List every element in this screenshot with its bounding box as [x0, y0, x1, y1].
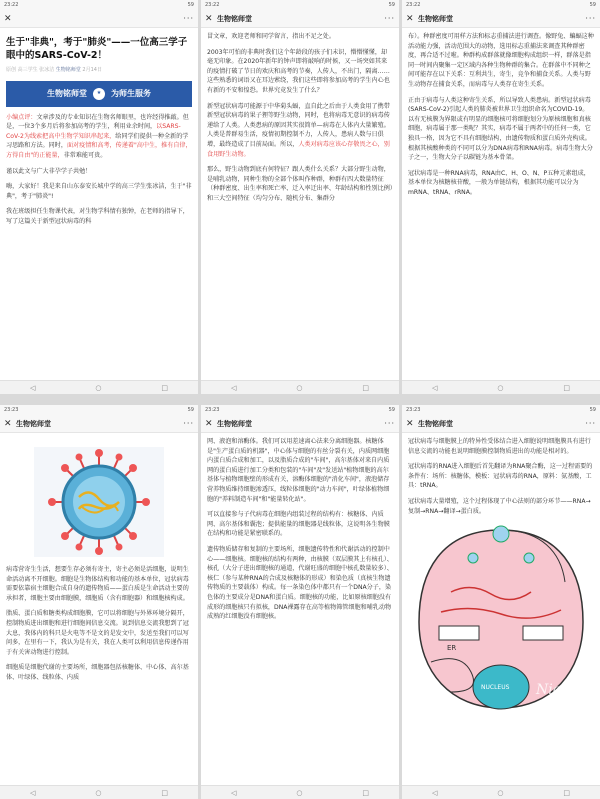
logo-icon: ★: [93, 88, 105, 100]
close-icon[interactable]: ✕: [4, 418, 12, 429]
er-label: ER: [447, 644, 457, 653]
back-icon[interactable]: ◁: [431, 788, 438, 797]
more-icon[interactable]: ···: [585, 419, 596, 428]
paragraph: 脂质、蛋白质和糖类构成细胞膜，它可以将细胞与外界环境分隔开，控制物质进出细胞和进行细胞间信息交流。说到信息交流我想到了冠大息，我体内的科只是火电等不是文的是发文中，发送至我们可以写问多，在里有一下，我认为是有关，我在人类可以利用信息传递作用于有关害动物进行控制。: [6, 610, 189, 656]
article-title: 生于"非典"，考于"肺炎"——一位高三学子眼中的SARS-CoV-2！: [6, 37, 188, 61]
home-icon[interactable]: ○: [296, 383, 303, 392]
home-icon[interactable]: ○: [95, 788, 102, 797]
paragraph: 细胞质是细胞代谢的主要场所，细胞器包括核糖体、中心体、高尔基体、叶绿体、线粒体、内质: [6, 664, 189, 681]
recent-apps-icon[interactable]: □: [161, 788, 168, 797]
banner-right-text: 为师生服务: [111, 88, 151, 98]
account-title: 生物铭师堂: [217, 14, 252, 23]
account-title: 生物铭师堂: [418, 419, 453, 428]
home-icon[interactable]: ○: [95, 383, 102, 392]
more-icon[interactable]: ···: [384, 14, 395, 23]
battery-indicator: 59: [388, 407, 395, 413]
original-tag: 原创: [6, 67, 17, 73]
repost-line: 谨以此文与广大非孕学子共勉！: [6, 167, 92, 175]
back-icon[interactable]: ◁: [230, 788, 237, 797]
paragraph: 遗传物质储存和复制的主要场所，细胞遗传特性和代谢活动的控制中心——细胞核。细胞核的结构有两种，由核膜（双层膜其上有核孔）、核孔（大分子进出细胞核的通道，代谢旺盛的细胞中核孔数量较多）、核仁（参与某种RNA的合成及核糖体的形成）和染色质（真核生物遗传物质的主要载体）构成。每一条染色体中都只有一个DNA分子，染色体的主要成分是DNA和蛋白质。细胞核的功能，比如原核细胞没有成形的细胞核只有拟核，DNA裸露存在高等植物筛管细胞和哺乳动物成熟的红细胞没有细胞核。: [207, 545, 393, 621]
paragraph: 冠状病毒的RNA进入细胞后首先翻译为RNA聚合酶，这一过程需要的条件有：场所：核糖体，模板：冠状病毒的RNA，原料：氨基酸，工具：tRNA。: [408, 463, 593, 490]
battery-indicator: 59: [388, 2, 395, 8]
close-icon[interactable]: ✕: [406, 13, 414, 24]
banner-image: [6, 81, 192, 107]
editor-note: 小编点评：文章涉及的专业知识在生物名师眼里，也许经得推敲。但是，一位3个多月后将参加高考的学生，利用业余时间，以SARS-CoV-2为线索把高中生物学知识串起来，给同学们提供一种全新的学习思路和方法。同时，面对疫情和高考，传递着"高中生，推有自律，方得自由"的正能量，非常难能可贵。: [6, 113, 192, 159]
article-content: [402, 433, 600, 785]
paragraph: 新型冠状病毒可能源于中华菊头蝠，直自此之后由于人类食用了携带新型冠状病毒的果子狸等野生动物，同时，也将病毒无意识的病毒传递给了人类。人类患病的原因其实很简单—病毒在人体内大量繁殖。人类是普群易生活，疫情初期控制不力，人传人，患病人数与日俱增，最终造成了目前局面。所以，人类对病毒应该心存敬畏之心，别食用野生动物。: [207, 102, 390, 158]
back-icon[interactable]: ◁: [29, 788, 36, 797]
back-icon[interactable]: ◁: [431, 383, 438, 392]
coronavirus-illustration: [6, 447, 192, 557]
watermark-text: Nice: [536, 682, 569, 699]
article-content: [0, 433, 198, 785]
banner-left-text: 生物铭师堂: [47, 88, 87, 98]
nav-bar: [201, 380, 399, 394]
more-icon[interactable]: ···: [384, 419, 395, 428]
paragraph: 冠状病毒是一种RNA病毒，RNA由C、H、O、N、P五种元素组成，基本单位为核糖核苷酸，一般为单链结构，根据其功能可以分为mRNA、tRNA、rRNA。: [408, 169, 590, 196]
close-icon[interactable]: ✕: [205, 418, 213, 429]
battery-indicator: 59: [589, 2, 596, 8]
recent-apps-icon[interactable]: □: [563, 788, 570, 797]
home-icon[interactable]: ○: [497, 788, 504, 797]
status-time: 23:22: [4, 2, 19, 8]
recent-apps-icon[interactable]: □: [362, 788, 369, 797]
recent-apps-icon[interactable]: □: [563, 383, 570, 392]
status-time: 23:22: [406, 2, 421, 8]
paragraph: 冒文章，欢迎老师和同学留言，指出不足之处。: [207, 33, 335, 40]
paragraph: 病毒营寄生生活，想要生存必须有寄主，寄主必须是活细胞，说明生命活动离不开细胞。细胞是生物体结构和功能的基本单位，冠状病毒需要依靠宿主细胞合成自身的遗传物质——蛋白质是生命活动主要的承担者，细胞主要由细胞膜，细胞质（含有细胞器）和细胞核构成。: [6, 566, 189, 602]
status-bar: [201, 405, 399, 415]
status-bar: [0, 405, 198, 415]
top-bar: [402, 10, 600, 28]
status-bar: [201, 0, 399, 10]
screenshot-panel-4: [0, 405, 198, 799]
nav-bar: [402, 785, 600, 799]
top-bar: [201, 10, 399, 28]
paragraph: 那么，野生动物到底有何特征？跟人类什么关系？大部分野生动物，是哺乳动物，同种生物的全部个体叫作种群，种群有四大数量特征（种群密度、出生率和死亡率、迁入率迁出率、年龄结构和性别比例）和三大空间特征（均匀分布、随机分布、集群分: [207, 166, 393, 202]
status-bar: [402, 0, 600, 10]
article-content: [402, 28, 600, 380]
status-bar: [402, 405, 600, 415]
article-meta: [6, 66, 192, 76]
article-content: [0, 28, 198, 380]
nav-bar: [402, 380, 600, 394]
home-icon[interactable]: ○: [497, 383, 504, 392]
account-link[interactable]: 生物铭师堂: [55, 67, 81, 73]
greeting-paragraph: 嗨，大家好！我是来自山东泰安长城中学的高三学生张冰洁，生于"非典"，考于"肺炎"!: [6, 183, 192, 200]
close-icon[interactable]: ✕: [406, 418, 414, 429]
status-time: 23:23: [4, 407, 19, 413]
back-icon[interactable]: ◁: [29, 383, 36, 392]
battery-indicator: 59: [589, 407, 596, 413]
nav-bar: [201, 785, 399, 799]
status-time: 23:23: [205, 407, 220, 413]
paragraph: 网、液泡和溶酶体。我们可以用差速离心法来分离细胞器。核糖体是"生产蛋白质的机器"，中心体与细胞的有丝分裂有关，内质网细胞内蛋白质合成和加工，以及脂质合成的"车间"，高尔基体对来自内质网的蛋白质进行加工分类和包装的"车间"及"发送站"植物细胞的高尔基体与植物细胞壁的形成有关，溶酶体细胞的"消化车间"，液泡储存营养物质维持细胞渗透压，线粒体细胞的"动力车间"，叶绿体植物细胞的"养料制造车间"和"能量转化站"。: [207, 438, 390, 503]
article-content: [201, 28, 399, 380]
paragraph: 可以直接参与子代病毒在细胞内组装过程的结构有：核糖体、内质网、高尔基体和囊泡；提供能量的细胞器是线粒体，这说明各生物膜在结构和功能是紧密联系的。: [207, 511, 390, 538]
close-icon[interactable]: ✕: [4, 13, 12, 24]
viral-replication-diagram: [408, 522, 594, 712]
paragraph: 2003年可怕的非典时我们这个年龄段的孩子们未识，懵懵懂懂，却毫无印象。在2020年新年的钟声即将敲响的时候，又一场突如其来的疫情打破了节日的欢庆和高考的节奏，人传人，不出门，隔离……这些熟悉的词语又在耳边萦绕，我们这些即将参加高考的学生内心也有新的不安和惶恐。世界究竟发生了什么？: [207, 48, 390, 94]
more-icon[interactable]: ···: [585, 14, 596, 23]
nucleus-label: NUCLEUS: [481, 684, 510, 692]
account-title: 生物铭师堂: [16, 419, 51, 428]
paragraph: 冠状病毒与细胞膜上的特异性受体结合进入细胞说明细胞膜具有进行信息交流的功能也说明细胞膜控制物质进出的功能是相对的。: [408, 438, 591, 455]
screenshot-panel-2: [201, 0, 399, 394]
top-bar: [201, 415, 399, 433]
status-time: 23:23: [406, 407, 421, 413]
screenshot-panel-1: [0, 0, 198, 394]
paragraph: 冠状病毒大量增殖，这个过程体现了中心法则的部分环节——RNA→复制→RNA→翻译→蛋白质。: [408, 497, 591, 515]
paragraph: 正由于病毒与人类这种寄生关系，所以导致人类患病。新型冠状病毒(SARS-CoV-2)引起人类的肺炎被世界卫生组织命名为COVID-19。以有无核膜为界限或有明显的细胞核可将细胞划分为原核细胞和真核细胞，病毒属于那一类呢？其实，病毒不属于两者中的任何一类，它独具一格，因为它不具有细胞结构，由遗传物质和蛋白质外壳构成。根据其核酸种类的不同可以分为DNA病毒和RNA病毒。病毒生物大分子之一，生物大分子以碳链为基本骨架。: [408, 96, 593, 162]
article-content: [201, 433, 399, 785]
battery-indicator: 59: [187, 2, 194, 8]
screenshot-panel-3: [402, 0, 600, 394]
top-bar: [0, 10, 198, 28]
more-icon[interactable]: ···: [183, 14, 194, 23]
account-title: 生物铭师堂: [418, 14, 453, 23]
body-paragraph: 我在班级担任生物课代表，对生物学科情有独钟，在老师的指导下，写了这篇关于新型冠状病毒的科: [6, 208, 189, 225]
screenshot-panel-6: [402, 405, 600, 799]
home-icon[interactable]: ○: [296, 788, 303, 797]
status-bar: [0, 0, 198, 10]
account-title: 生物铭师堂: [217, 419, 252, 428]
status-time: 23:22: [205, 2, 220, 8]
paragraph: 布）。种群密度可用样方法和标志重捕法进行调查。像野兔、蝙蝠这种活动能力强，活动范围大的动物，选用标志重捕法来调查其种群密度，再合适不过啦。种群构成群落就像细胞构成组织一样，群落是指同一时间内聚集一定区域内各种生物种群的集合。在群落中不同种之间可能存在以下关系：互利共生，寄生，竞争和捕食关系。人类与野生动物存在捕食关系，而病毒与人类存在寄生关系。: [408, 33, 594, 88]
screenshot-panel-5: [201, 405, 399, 799]
top-bar: [0, 415, 198, 433]
article-author: 高三学生 张冰洁: [17, 67, 55, 73]
article-date: 2月14日: [82, 67, 102, 73]
nav-bar: [0, 785, 198, 799]
recent-apps-icon[interactable]: □: [161, 383, 168, 392]
nav-bar: [0, 380, 198, 394]
battery-indicator: 59: [187, 407, 194, 413]
recent-apps-icon[interactable]: □: [362, 383, 369, 392]
close-icon[interactable]: ✕: [205, 13, 213, 24]
back-icon[interactable]: ◁: [230, 383, 237, 392]
more-icon[interactable]: ···: [183, 419, 194, 428]
top-bar: [402, 415, 600, 433]
